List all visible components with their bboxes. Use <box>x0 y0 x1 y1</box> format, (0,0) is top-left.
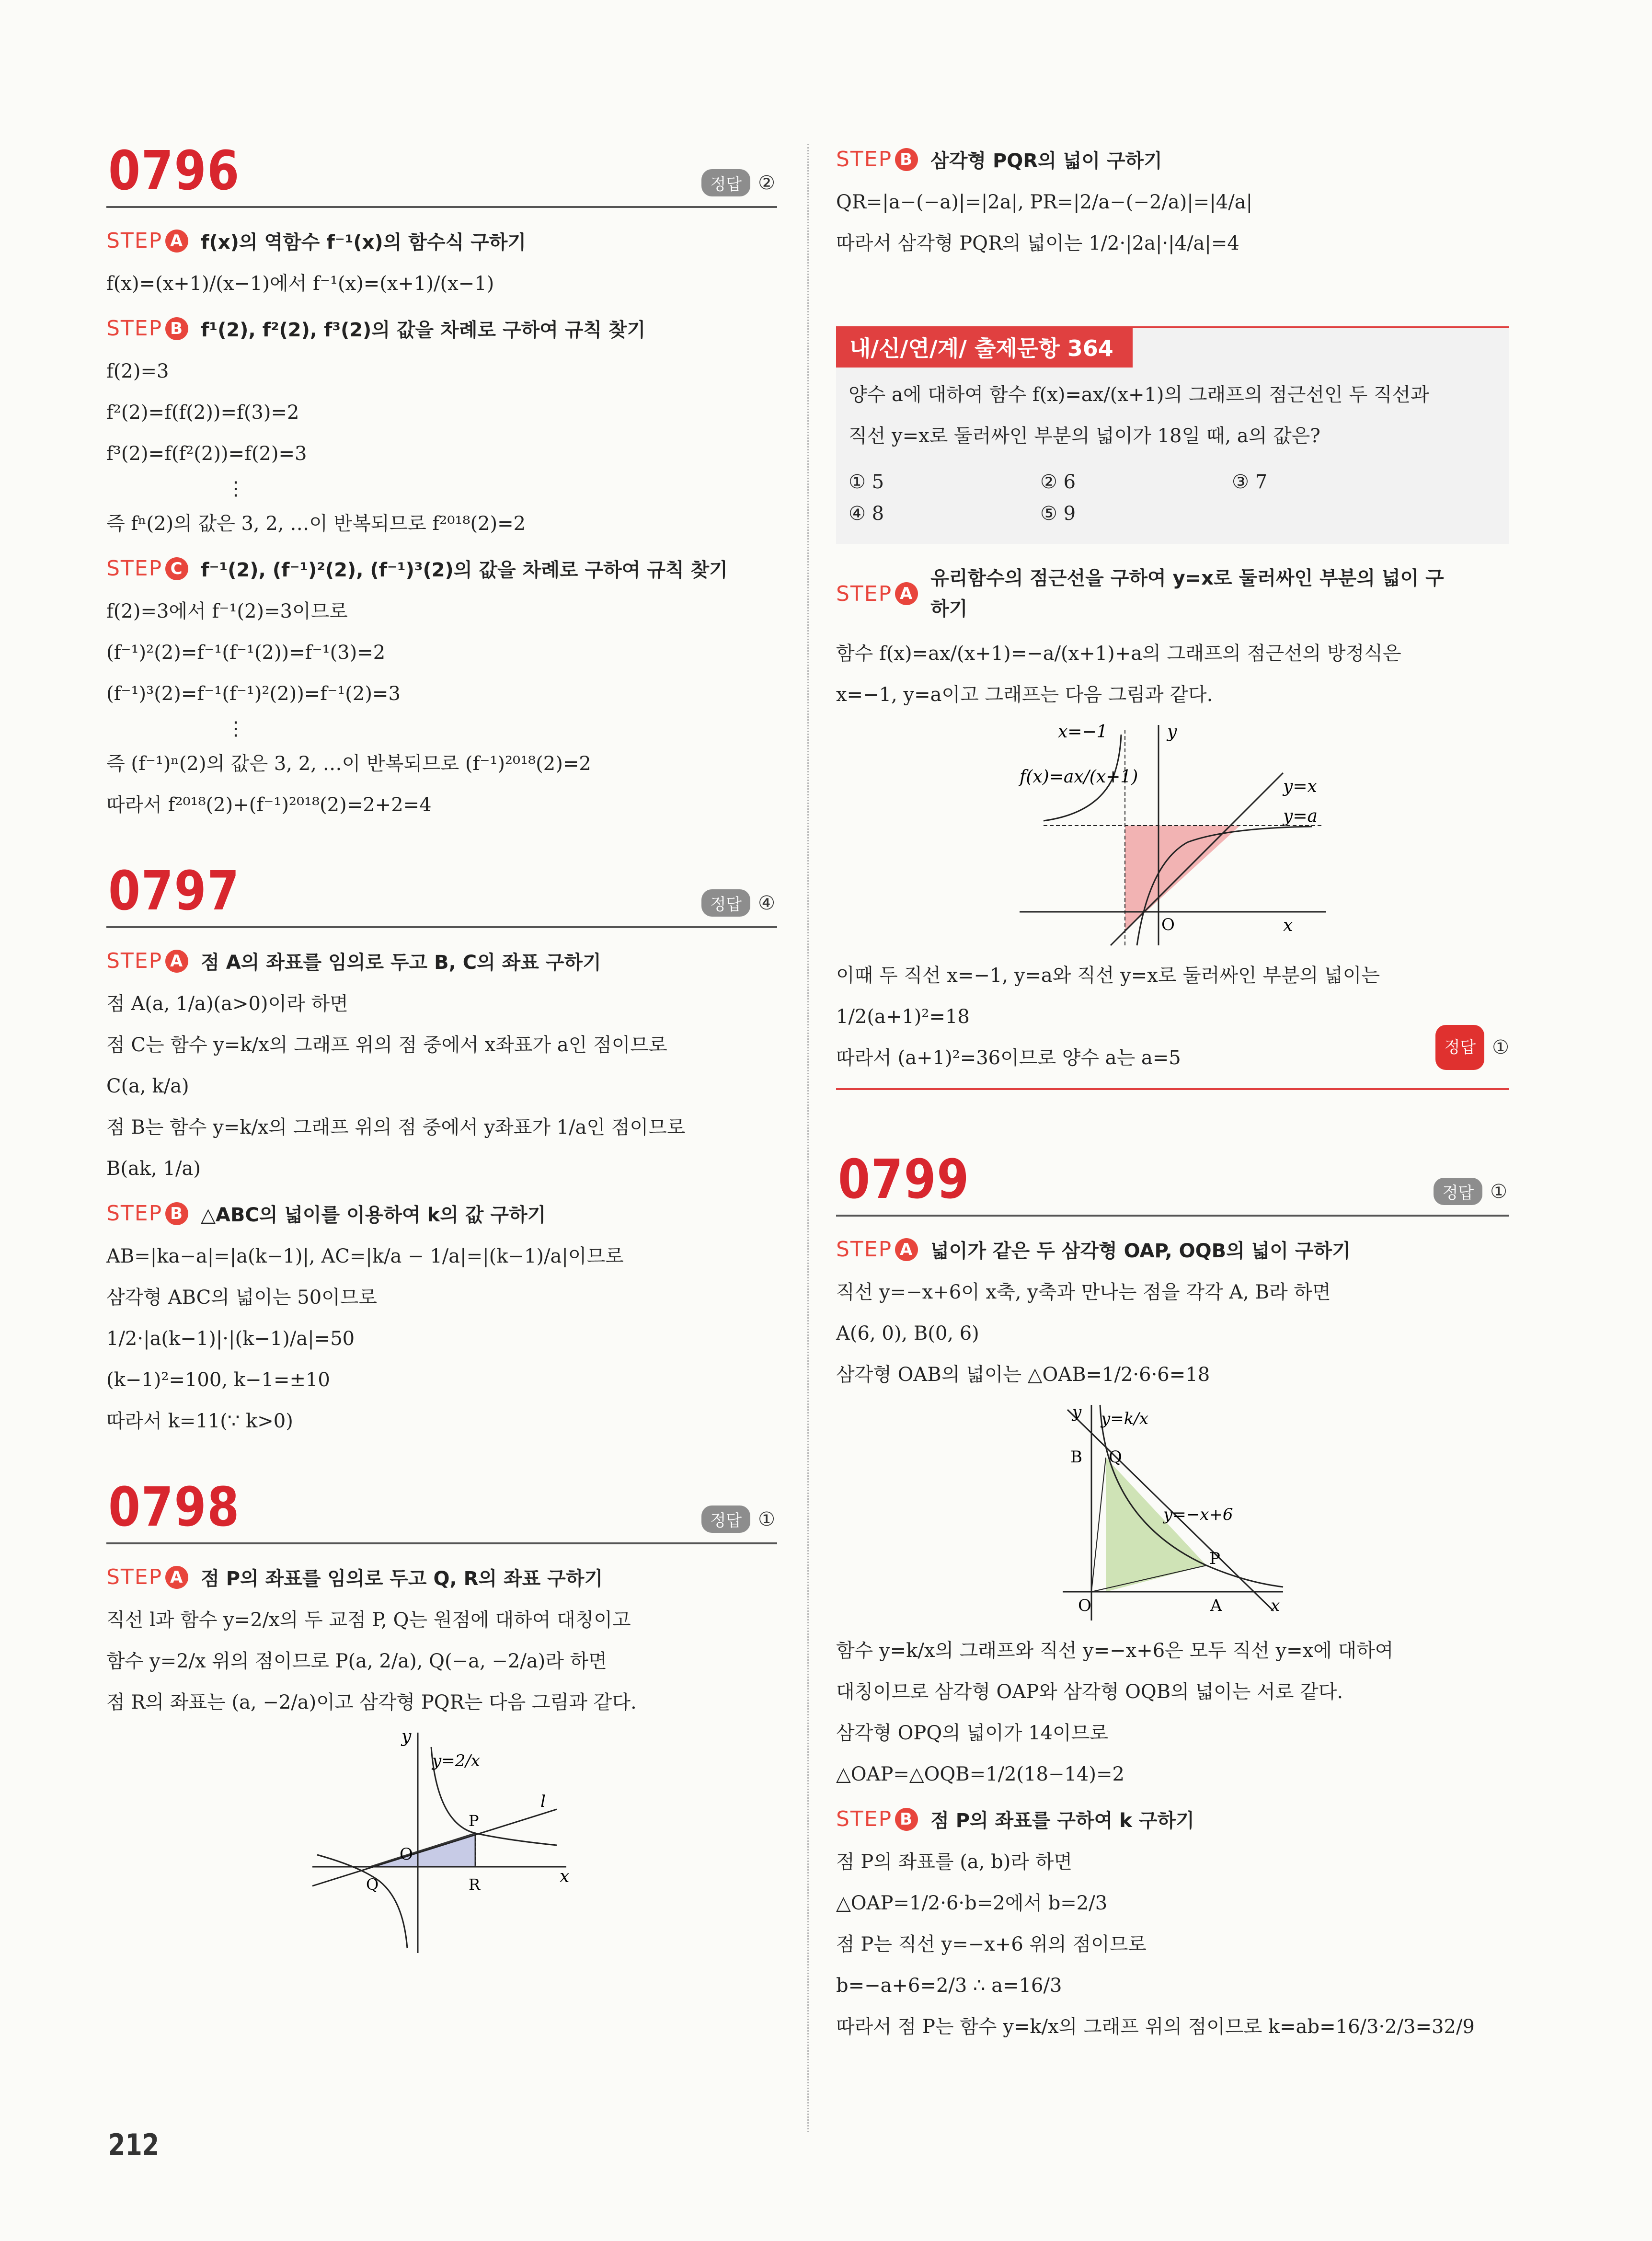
linked-problem-box <box>836 326 1509 544</box>
solution-line: 즉 fⁿ(2)의 값은 3, 2, …이 반복되므로 f²⁰¹⁸(2)=2 <box>106 513 526 535</box>
point-r-label: R <box>469 1875 481 1894</box>
solution-line: f(2)=3에서 f⁻¹(2)=3이므로 <box>106 600 348 622</box>
problem-number: 0797 <box>108 860 240 922</box>
solution-line <box>836 1037 1509 1079</box>
solution-line: 즉 (f⁻¹)ⁿ(2)의 값은 3, 2, …이 반복되므로 (f⁻¹)²⁰¹⁸(2)=2 <box>106 753 591 775</box>
step-tag: STEP B <box>836 147 918 172</box>
origin-label: O <box>1078 1596 1091 1615</box>
axis-label-y: y <box>402 1728 412 1747</box>
solution-line: 점 P는 직선 y=−x+6 위의 점이므로 <box>836 1933 1147 1955</box>
solution-line: 1/2·|a(k−1)|·|(k−1)/a|=50 <box>106 1328 355 1350</box>
choice-item: ① 5 <box>849 471 884 493</box>
solution-line: 따라서 삼각형 PQR의 넓이는 1/2·|2a|·|4/a|=4 <box>836 232 1239 254</box>
solution-line: 1/2(a+1)²=18 <box>836 1006 970 1028</box>
solution-line: 따라서 점 P는 함수 y=k/x의 그래프 위의 점이므로 k=ab=16/3·2/3=32/9 <box>836 2016 1475 2038</box>
step-a <box>836 1236 1509 1263</box>
left-column <box>106 139 777 1963</box>
problem-header <box>106 139 777 208</box>
axis-label-x: x <box>1283 916 1293 935</box>
solution-line: 대칭이므로 삼각형 OAP와 삼각형 OQB의 넓이는 서로 같다. <box>836 1681 1343 1703</box>
step-c <box>106 555 777 582</box>
solution-line: 따라서 f²⁰¹⁸(2)+(f⁻¹)²⁰¹⁸(2)=2+2=4 <box>106 794 432 816</box>
axis-label-x: x <box>560 1867 570 1886</box>
ellipsis: ⋮ <box>226 478 245 500</box>
answer-tag <box>701 169 775 196</box>
solution-line: f(2)=3 <box>106 360 169 382</box>
step-tag: STEP A <box>106 1565 188 1589</box>
solution-line: f³(2)=f(f²(2))=f(2)=3 <box>106 443 307 465</box>
solution-line: 함수 y=k/x의 그래프와 직선 y=−x+6은 모두 직선 y=x에 대하여 <box>836 1640 1394 1662</box>
step-b <box>836 1805 1509 1833</box>
function-label: f(x)=ax/(x+1) <box>1019 767 1138 787</box>
page-number: 212 <box>108 2127 160 2162</box>
step-tag: STEP A <box>106 949 188 973</box>
choice-item: ⑤ 9 <box>1040 503 1076 525</box>
answer-label: 정답 <box>1434 1178 1482 1205</box>
solution-line: △OAP=△OQB=1/2(18−14)=2 <box>836 1763 1124 1785</box>
solution-line: 삼각형 ABC의 넓이는 50이므로 <box>106 1287 378 1309</box>
solution-line: 점 P의 좌표를 (a, b)라 하면 <box>836 1851 1072 1873</box>
step-tag: STEP B <box>106 316 188 341</box>
line-label: l <box>540 1792 546 1811</box>
step-title: 점 A의 좌표를 임의로 두고 B, C의 좌표 구하기 <box>201 952 601 974</box>
answer-value: ① <box>1492 1036 1509 1058</box>
solution-line: 함수 y=2/x 위의 점이므로 P(a, 2/a), Q(−a, −2/a)라 하면 <box>106 1650 607 1672</box>
right-column <box>836 139 1509 2047</box>
curve-label: y=k/x <box>1101 1409 1148 1428</box>
curve-label: y=2/x <box>432 1751 480 1770</box>
problem-0798 <box>106 1475 777 1958</box>
step-a <box>106 227 777 254</box>
origin-label: O <box>400 1845 413 1864</box>
solution-line: 따라서 k=11(∵ k>0) <box>106 1410 293 1432</box>
solution-line: 이때 두 직선 x=−1, y=a와 직선 y=x로 둘러싸인 부분의 넓이는 <box>836 965 1380 987</box>
solution-line: 점 A(a, 1/a)(a>0)이라 하면 <box>106 993 348 1015</box>
solution-line: △OAP=1/2·6·b=2에서 b=2/3 <box>836 1892 1108 1914</box>
point-q-label: Q <box>366 1875 379 1894</box>
point-b-label: B <box>1070 1448 1082 1467</box>
step-title: 점 P의 좌표를 구하여 k 구하기 <box>930 1810 1194 1832</box>
answer-value: ① <box>1490 1180 1507 1203</box>
step-title: 넓이가 같은 두 삼각형 OAP, OQB의 넓이 구하기 <box>930 1240 1351 1262</box>
axis-label-x: x <box>1270 1596 1280 1615</box>
solution-line: (k−1)²=100, k−1=±10 <box>106 1369 330 1391</box>
solution-line: 직선 l과 함수 y=2/x의 두 교점 P, Q는 원점에 대하여 대칭이고 <box>106 1609 631 1631</box>
answer-label: 정답 <box>701 1505 750 1533</box>
solution-line: B(ak, 1/a) <box>106 1158 201 1180</box>
solution-line: (f⁻¹)²(2)=f⁻¹(f⁻¹(2))=f⁻¹(3)=2 <box>106 642 386 664</box>
line-label: y=−x+6 <box>1163 1505 1233 1524</box>
answer-value: ④ <box>758 892 775 914</box>
step-b <box>836 146 1509 173</box>
problem-0796 <box>106 139 777 826</box>
answer-label: 정답 <box>701 169 750 196</box>
step-a <box>106 947 777 975</box>
solution-line: A(6, 0), B(0, 6) <box>836 1322 979 1345</box>
solution-line: AB=|ka−a|=|a(k−1)|, AC=|k/a − 1/a|=|(k−1)/a|이므로 <box>106 1245 624 1267</box>
linked-problem-end-rule <box>836 1088 1509 1090</box>
origin-label: O <box>1161 915 1175 934</box>
step-tag: STEP A <box>836 1237 918 1262</box>
axis-label-y: y <box>1167 722 1177 742</box>
step-a <box>106 1563 777 1591</box>
step-title: f¹(2), f²(2), f³(2)의 값을 차례로 구하여 규칙 찾기 <box>201 319 646 341</box>
solution-line: 점 C는 함수 y=k/x의 그래프 위의 점 중에서 x좌표가 a인 점이므로 <box>106 1034 667 1056</box>
column-divider <box>807 144 809 2132</box>
step-tag: STEP A <box>106 229 188 253</box>
step-tag: STEP A <box>836 582 918 606</box>
problem-header <box>106 1475 777 1544</box>
step-b <box>106 1200 777 1227</box>
problem-0797 <box>106 859 777 1442</box>
solution-line: x=−1, y=a이고 그래프는 다음 그림과 같다. <box>836 684 1213 706</box>
step-title: 유리함수의 점근선을 구하여 y=x로 둘러싸인 부분의 넓이 구하기 <box>930 567 1444 620</box>
solution-line: 삼각형 OPQ의 넓이가 14이므로 <box>836 1722 1108 1744</box>
answer-value: ② <box>758 172 775 194</box>
step-title: f(x)의 역함수 f⁻¹(x)의 함수식 구하기 <box>201 231 527 253</box>
step-a <box>836 563 1509 624</box>
point-p-label: P <box>469 1812 479 1830</box>
answer-tag <box>701 889 775 917</box>
linked-problem-question <box>836 369 1509 461</box>
solution-line: 점 R의 좌표는 (a, −2/a)이고 삼각형 PQR는 다음 그림과 같다. <box>106 1691 637 1713</box>
ellipsis: ⋮ <box>226 718 245 740</box>
step-b <box>106 315 777 342</box>
solution-line: 점 B는 함수 y=k/x의 그래프 위의 점 중에서 y좌표가 1/a인 점이므로 <box>106 1116 686 1138</box>
problem-number: 0796 <box>108 140 240 202</box>
point-a-label: A <box>1210 1596 1222 1615</box>
answer-tag <box>1434 1178 1507 1205</box>
question-line: 직선 y=x로 둘러싸인 부분의 넓이가 18일 때, a의 값은? <box>849 425 1320 447</box>
question-line: 양수 a에 대하여 함수 f(x)=ax/(x+1)의 그래프의 점근선인 두 직선과 <box>849 384 1429 406</box>
answer-tag <box>1435 1025 1509 1070</box>
figure-0798 <box>308 1728 576 1958</box>
problem-number: 0798 <box>108 1476 240 1539</box>
figure-0799 <box>1053 1400 1293 1625</box>
solution-line: b=−a+6=2/3 ∴ a=16/3 <box>836 1975 1062 1997</box>
solution-line: 삼각형 OAB의 넓이는 △OAB=1/2·6·6=18 <box>836 1364 1210 1386</box>
problem-header <box>106 859 777 928</box>
choice-list <box>836 461 1509 529</box>
answer-label: 정답 <box>701 889 750 917</box>
answer-value: ① <box>758 1508 775 1530</box>
axis-label-y: y <box>1072 1402 1081 1422</box>
linked-problem-title: 내/신/연/계/ 출제문항 364 <box>836 326 1133 368</box>
final-line: 따라서 (a+1)²=36이므로 양수 a는 a=5 <box>836 1047 1181 1069</box>
step-title: 삼각형 PQR의 넓이 구하기 <box>930 150 1162 172</box>
problem-header <box>836 1148 1509 1217</box>
solution-line: QR=|a−(−a)|=|2a|, PR=|2/a−(−2/a)|=|4/a| <box>836 191 1253 213</box>
solution-line: 함수 f(x)=ax/(x+1)=−a/(x+1)+a의 그래프의 점근선의 방정식은 <box>836 643 1401 665</box>
step-title: 점 P의 좌표를 임의로 두고 Q, R의 좌표 구하기 <box>201 1568 603 1590</box>
line-label-yx: y=x <box>1283 777 1317 796</box>
line-label-ya: y=a <box>1283 806 1318 826</box>
asymptote-label: x=−1 <box>1057 722 1108 742</box>
step-title: △ABC의 넓이를 이용하여 k의 값 구하기 <box>201 1204 546 1226</box>
choice-item: ② 6 <box>1040 471 1076 493</box>
choice-item: ④ 8 <box>849 503 884 525</box>
answer-tag <box>701 1505 775 1533</box>
answer-label: 정답 <box>1435 1025 1484 1070</box>
solution-line: f(x)=(x+1)/(x−1)에서 f⁻¹(x)=(x+1)/(x−1) <box>106 273 494 295</box>
step-tag: STEP B <box>106 1201 188 1226</box>
choice-item: ③ 7 <box>1232 471 1268 493</box>
figure-link-364 <box>1015 720 1331 950</box>
problem-number: 0799 <box>838 1149 970 1211</box>
step-tag: STEP C <box>106 556 188 581</box>
step-title: f⁻¹(2), (f⁻¹)²(2), (f⁻¹)³(2)의 값을 차례로 구하여 규칙 찾기 <box>201 559 728 581</box>
point-p-label: P <box>1209 1549 1220 1568</box>
problem-0799 <box>836 1148 1509 2047</box>
solution-line: (f⁻¹)³(2)=f⁻¹(f⁻¹)²(2))=f⁻¹(2)=3 <box>106 683 401 705</box>
solution-line: C(a, k/a) <box>106 1075 189 1097</box>
point-q-label: Q <box>1108 1448 1122 1467</box>
solution-line: f²(2)=f(f(2))=f(3)=2 <box>106 402 299 424</box>
solution-line: 직선 y=−x+6이 x축, y축과 만나는 점을 각각 A, B라 하면 <box>836 1281 1331 1303</box>
step-tag: STEP B <box>836 1807 918 1831</box>
